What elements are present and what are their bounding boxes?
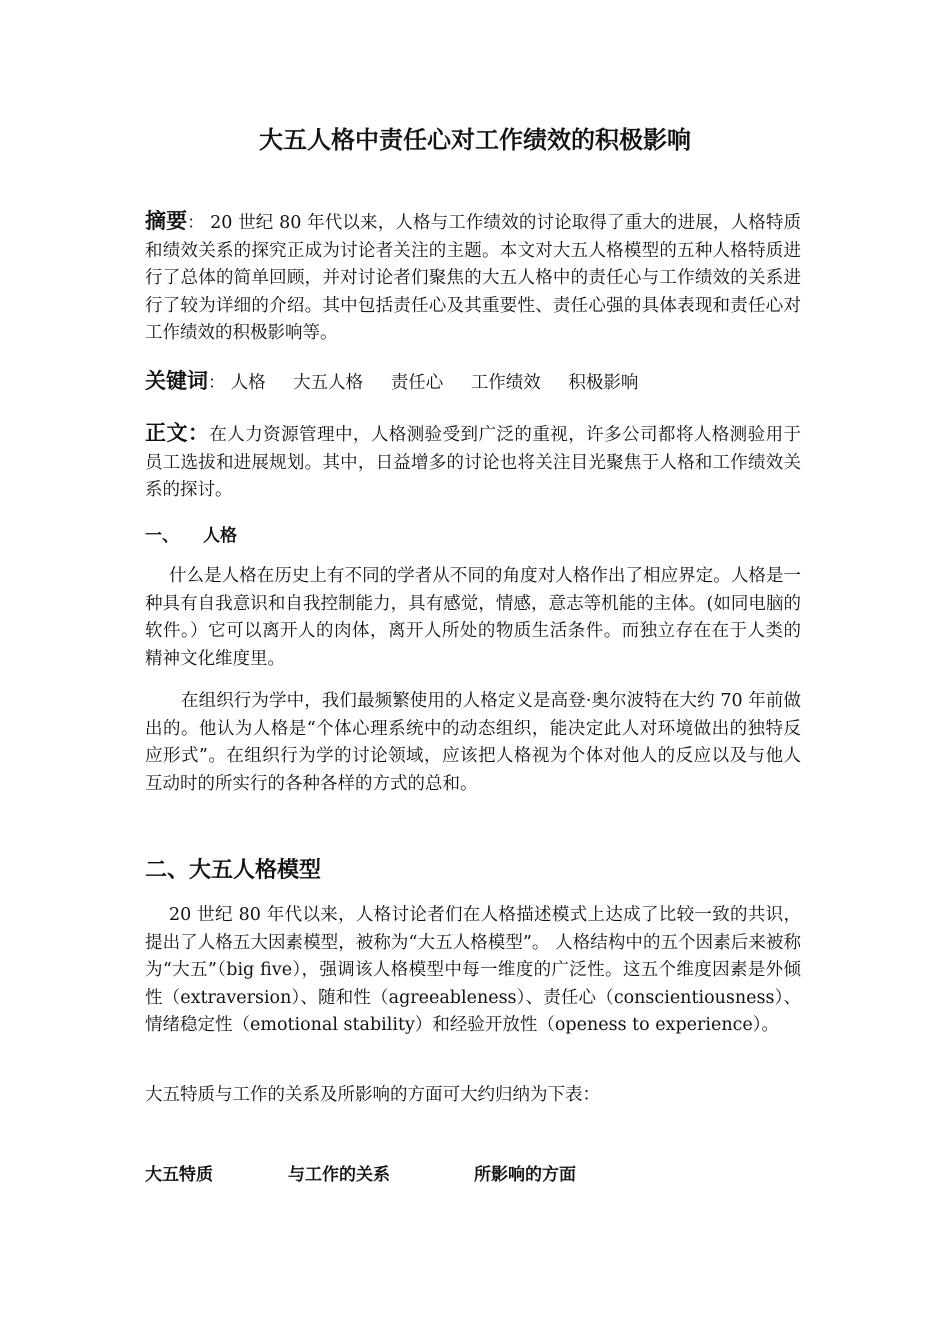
keyword-item: 人格 [230, 373, 266, 393]
keywords-colon: ： [208, 373, 225, 393]
keyword-item: 积极影响 [568, 373, 639, 393]
section-2-paragraph-1: 20 世纪 80 年代以来，人格讨论者们在人格描述模式上达成了比较一致的共识，提出了人格五大因素模型，被称为“大五人格模型”。 人格结构中的五个因素后来被称为“大五”（big five），强调该人格模型中每一维度的广泛性。这五个维度因素是外倾性（extraversion）、随和性（agreeableness）、责任心（conscientiousness）、情绪稳定性（emotional stability）和经验开放性（openess to experience）。 [145, 905, 801, 1035]
table-header-cell: 与工作的关系 [288, 1165, 390, 1185]
body-intro-paragraph [145, 419, 801, 505]
keyword-item: 工作绩效 [470, 373, 541, 393]
table-header-cell: 所影响的方面 [474, 1165, 576, 1185]
abstract-paragraph [145, 207, 801, 348]
body-label: 正文 [145, 420, 188, 445]
section-1-number: 一、 [145, 526, 179, 546]
keywords-line [145, 367, 801, 398]
section-1-heading [145, 521, 237, 546]
keyword-item: 责任心 [390, 373, 444, 393]
section-1-paragraph-2: 在组织行为学中，我们最频繁使用的人格定义是高登·奥尔波特在大约 70 年前做出的。他认为人格是“个体心理系统中的动态组织，能决定此人对环境做出的独特反应形式”。在组织行为学的讨论领域，应该把人格视为个体对他人的反应以及与他人互动时的所实行的各种各样的方式的总和。 [145, 691, 801, 794]
section-1-paragraph-1: 什么是人格在历史上有不同的学者从不同的角度对人格作出了相应界定。人格是一种具有自我意识和自我控制能力，具有感觉，情感，意志等机能的主体。(如同电脑的软件。）它可以离开人的肉体，离开人所处的物质生活条件。而独立存在在于人类的精神文化维度里。 [145, 566, 801, 669]
table-header-cell: 大五特质 [145, 1165, 213, 1185]
keyword-item: 大五人格 [293, 373, 364, 393]
abstract-colon: ： [187, 213, 205, 233]
abstract-text: 20 世纪 80 年代以来，人格与工作绩效的讨论取得了重大的进展，人格特质和绩效关系的探究正成为讨论者关注的主题。本文对大五人格模型的五种人格特质进行了总体的简单回顾，并对讨论者们聚焦的大五人格中的责任心与工作绩效的关系进行了较为详细的介绍。其中包括责任心及其重要性、责任心强的具体表现和责任心对工作绩效的积极影响等。 [145, 213, 802, 343]
table-intro-text: 大五特质与工作的关系及所影响的方面可大约归纳为下表： [145, 1085, 600, 1105]
section-1-title: 人格 [203, 526, 237, 546]
body-intro-text: 在人力资源管理中，人格测验受到广泛的重视，许多公司都将人格测验用于员工选拔和进展规划。其中，日益增多的讨论也将关注目光聚焦于人格和工作绩效关系的探讨。 [145, 425, 802, 500]
abstract-label: 摘要 [145, 208, 188, 233]
section-2-heading: 二、大五人格模型 [145, 857, 322, 883]
body-colon: ： [187, 420, 210, 445]
keywords-label: 关键词 [145, 368, 208, 393]
document-title: 大五人格中责任心对工作绩效的积极影响 [259, 125, 691, 154]
